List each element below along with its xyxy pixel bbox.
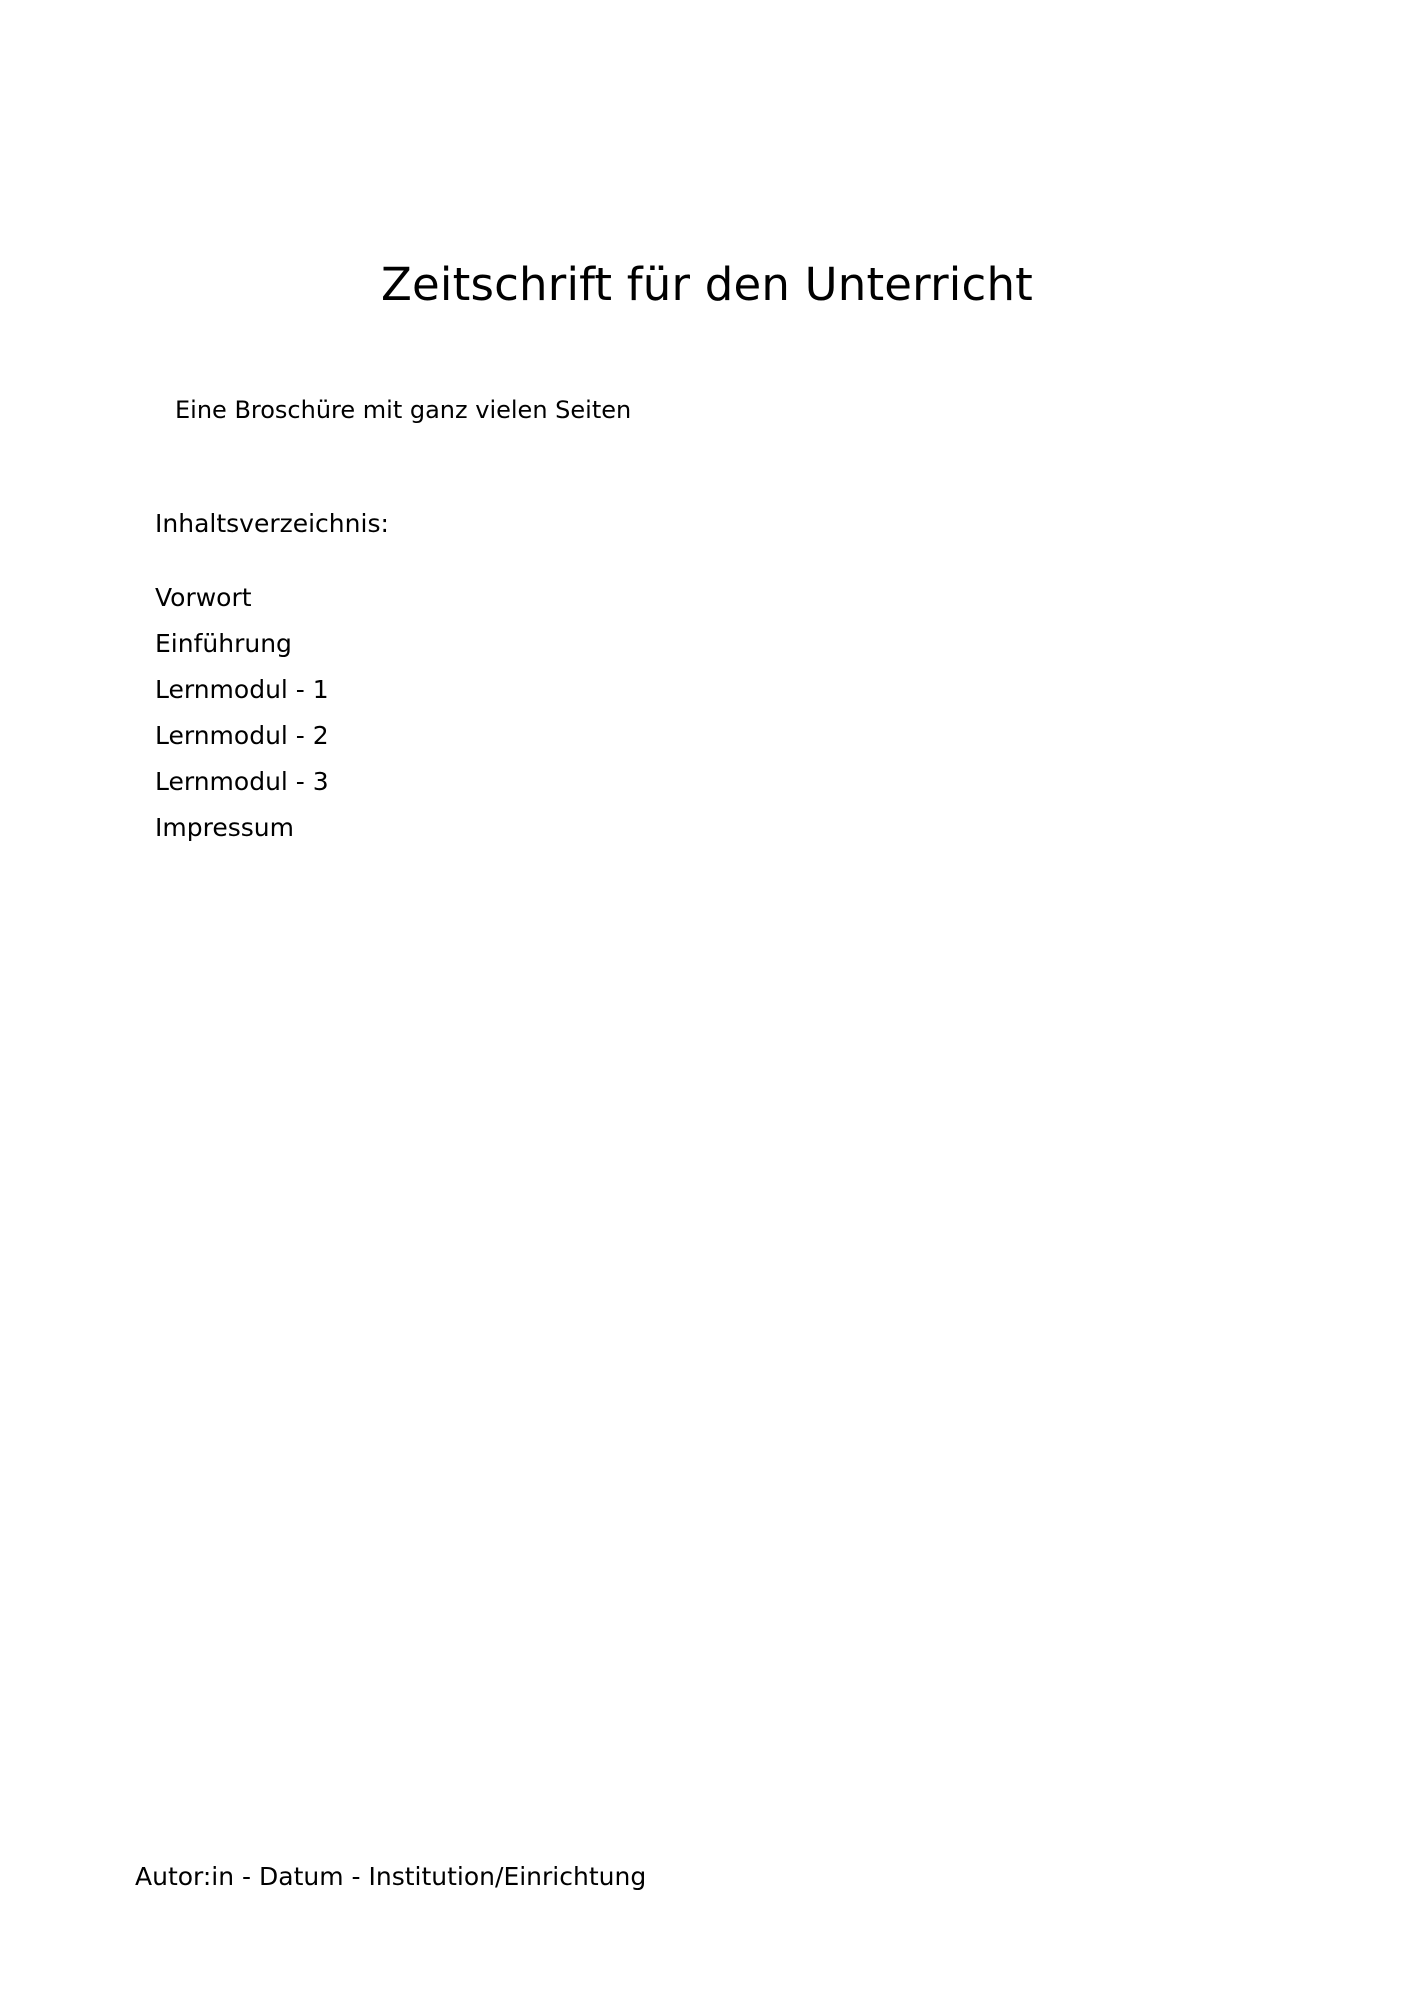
document-subtitle: Eine Broschüre mit ganz vielen Seiten bbox=[175, 396, 632, 424]
list-item: Einführung bbox=[155, 629, 292, 658]
table-of-contents-list bbox=[155, 575, 329, 851]
page-title: Zeitschrift für den Unterricht bbox=[380, 258, 1034, 312]
list-item: Vorwort bbox=[155, 583, 252, 612]
list-item: Lernmodul - 3 bbox=[155, 767, 329, 796]
list-item: Lernmodul - 2 bbox=[155, 721, 329, 750]
list-item: Impressum bbox=[155, 813, 294, 842]
list-item: Lernmodul - 1 bbox=[155, 675, 329, 704]
table-of-contents-heading: Inhaltsverzeichnis: bbox=[155, 509, 389, 538]
document-footer: Autor:in - Datum - Institution/Einrichtung bbox=[135, 1862, 647, 1891]
